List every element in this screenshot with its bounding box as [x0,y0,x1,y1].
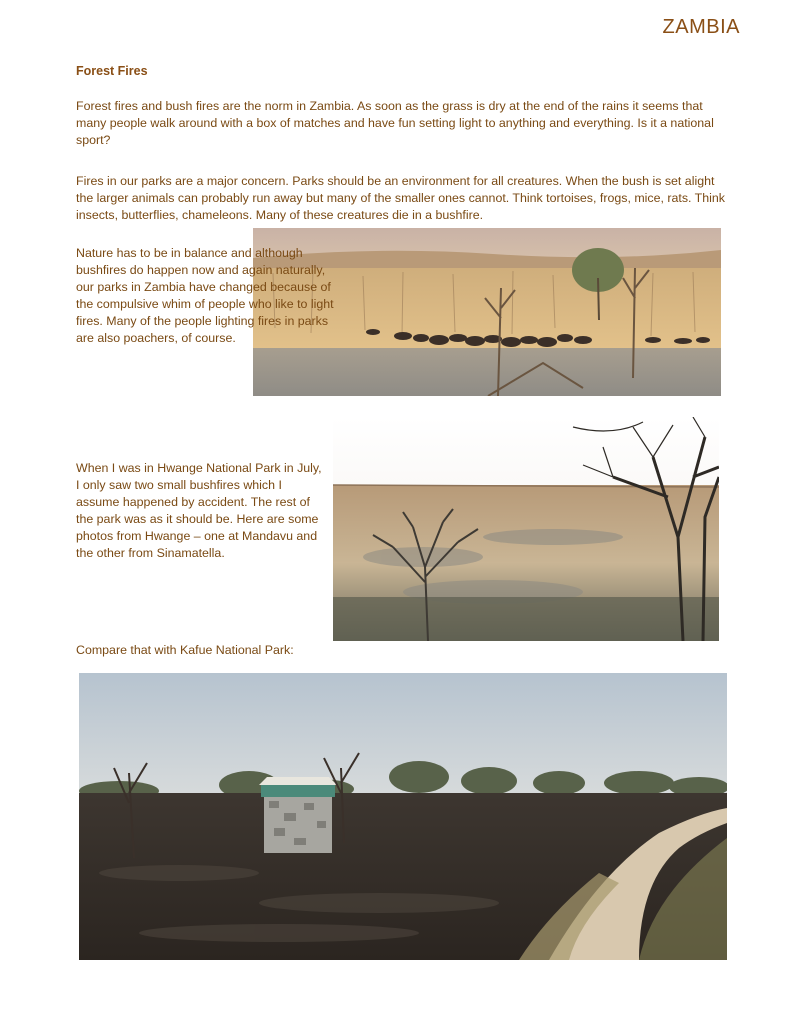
paragraph-hwange: When I was in Hwange National Park in July, I only saw two small bushfires which I assume happened by accident. The rest of the park was as it should be. Here are some photos from Hwange – one at Mandavu and the other from Sinamatella. [76,461,322,560]
paragraph-nature-balance: Nature has to be in balance and although bushfires do happen now and again naturally, our parks in Zambia have changed because of the compulsive whim of people who like to light fires. Many of the people lighting fires in parks are also poachers, of course. [76,246,334,345]
paragraph-parks-concern: Fires in our parks are a major concern. Parks should be an environment for all creatures. When the bush is set alight the larger animals can probably run away but many of the smaller ones cannot. Think tortoises, frogs, mice, rats. Think insects, butterflies, chameleons. Many of these creatures die in a bushfire. [76,174,725,222]
photo-kafue-burnt-ground [79,673,727,960]
paragraph-intro: Forest fires and bush fires are the norm in Zambia. As soon as the grass is dry at the end of the rains it seems that many people walk around with a box of matches and have fun setting light to anything and everything. Is it a national sport? [76,99,714,147]
section-title: Forest Fires [76,64,148,78]
paragraph-compare-kafue: Compare that with Kafue National Park: [76,643,294,657]
page-header-title: ZAMBIA [662,16,740,38]
photo-sinamatella-view [333,417,719,641]
